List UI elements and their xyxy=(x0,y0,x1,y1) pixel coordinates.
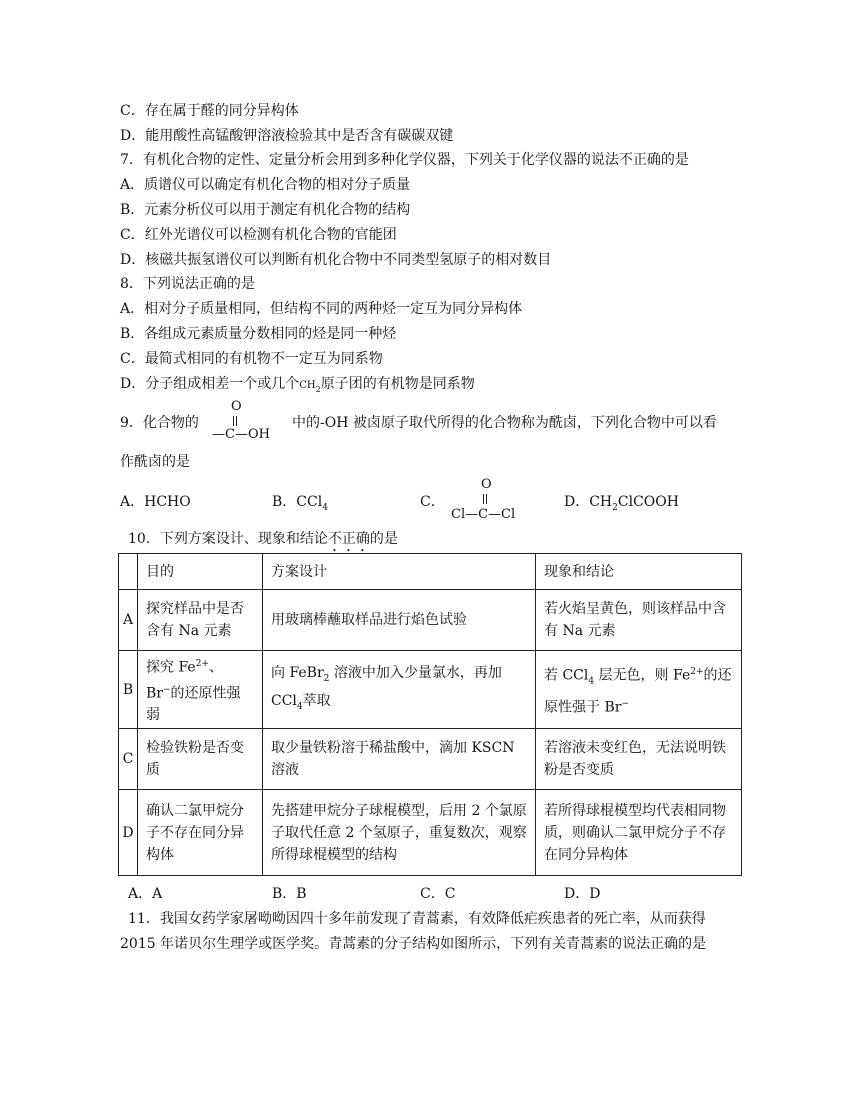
b-c2-c: 萃取 xyxy=(302,692,331,709)
q7-option-a: A．质谱仪可以确定有机化合物的相对分子质量 xyxy=(120,177,411,193)
table-row xyxy=(119,651,742,729)
b-c1-sup2: − xyxy=(162,684,171,695)
question-8: 8．下列说法正确的是 xyxy=(120,276,255,292)
q7-option-b: B．元素分析仪可以用于测定有机化合物的结构 xyxy=(120,202,411,218)
row-result: 若火焰呈黄色，则该样品中含有 Na 元素 xyxy=(536,590,742,651)
q8d-pre: D．分子组成相差一个或几个 xyxy=(120,376,300,392)
q10-emph: 不正确 xyxy=(327,531,370,547)
b-c2-b: 溶液中加入少量氯水，再加 CCl xyxy=(271,664,502,709)
row-design xyxy=(263,651,536,729)
phosgene-double-bond xyxy=(483,494,487,504)
b-c2-a: 向 FeBr xyxy=(271,664,324,681)
b-c3-b: 层无色，则 Fe xyxy=(594,667,691,684)
q7-option-c: C．红外光谱仪可以检测有机化合物的官能团 xyxy=(120,227,397,243)
row-key: C xyxy=(119,729,138,790)
row-design: 用玻璃棒蘸取样品进行焰色试验 xyxy=(263,590,536,651)
q9-line2: 作酰卤的是 xyxy=(120,454,190,470)
question-7: 7．有机化合物的定性、定量分析会用到多种化学仪器，下列关于化学仪器的说法不正确的是 xyxy=(120,152,689,168)
question-10 xyxy=(128,529,398,555)
q10-pre: 10．下列方案设计、现象和结论 xyxy=(128,531,328,547)
b-c2-sub: 2 xyxy=(323,673,330,684)
header-purpose: 目的 xyxy=(138,554,263,590)
q10-option-c: C．C xyxy=(420,886,456,902)
q8d-sub: 2 xyxy=(315,384,321,394)
q9-option-d xyxy=(564,492,679,518)
header-design: 方案设计 xyxy=(263,554,536,590)
q9b-sub: 4 xyxy=(322,502,328,513)
q9b-text: B．CCl xyxy=(272,494,323,510)
b-c1-a: 探究 Fe xyxy=(146,659,196,676)
struct-oxygen: O xyxy=(231,399,242,414)
phosgene-structure xyxy=(451,477,531,525)
header-key xyxy=(119,554,138,590)
q10-post: 的是 xyxy=(369,531,398,547)
b-c3-sub: 4 xyxy=(588,676,595,687)
row-result: 若溶液未变红色，无法说明铁粉是否变质 xyxy=(536,729,742,790)
q9d-pre: D．CH xyxy=(564,494,613,510)
q8-option-c: C．最简式相同的有机物不一定互为同系物 xyxy=(120,351,383,367)
struct-main: —C—OH xyxy=(212,427,270,442)
b-c1-c: 的还原性强弱 xyxy=(146,685,241,724)
q8d-post: 原子团的有机物是同系物 xyxy=(320,376,475,392)
carboxyl-structure xyxy=(212,399,287,447)
q8-option-d xyxy=(120,374,475,400)
q8-option-b: B．各组成元素质量分数相同的烃是同一种烃 xyxy=(120,326,397,342)
q9d-sub: 2 xyxy=(612,502,618,513)
b-c3-sup2: − xyxy=(621,698,629,709)
table-row xyxy=(119,790,742,876)
table-row xyxy=(119,729,742,790)
q9-option-b xyxy=(272,492,328,518)
q7-option-d: D．核磁共振氢谱仪可以判断有机化合物中不同类型氢原子的相对数目 xyxy=(120,252,552,268)
row-key: B xyxy=(119,651,138,729)
row-key: D xyxy=(119,790,138,876)
table-row xyxy=(119,590,742,651)
q9-option-c: C． xyxy=(420,494,445,510)
q8-option-a: A．相对分子质量相同，但结构不同的两种烃一定互为同分异构体 xyxy=(120,301,523,317)
row-result: 若所得球棍模型均代表相同物质，则确认二氯甲烷分子不存在同分异构体 xyxy=(536,790,742,876)
row-purpose xyxy=(138,651,263,729)
row-result xyxy=(536,651,742,729)
q9d-post: ClCOOH xyxy=(617,494,679,510)
row-design: 取少量铁粉溶于稀盐酸中，滴加 KSCN 溶液 xyxy=(263,729,536,790)
table-header xyxy=(119,554,742,590)
question-11-line2: 2015 年诺贝尔生理学或医学奖。青蒿素的分子结构如图所示，下列有关青蒿素的说法正确的是 xyxy=(120,936,707,952)
b-c3-sup: 2+ xyxy=(690,667,704,678)
struct-double-bond xyxy=(233,416,237,426)
q9-line1-post: 中的-OH 被卤原子取代所得的化合物称为酰卤，下列化合物中可以看 xyxy=(292,415,717,431)
phosgene-oxygen: O xyxy=(481,477,492,492)
b-c3-a: 若 CCl xyxy=(544,667,589,684)
b-c1-b: 、Br xyxy=(146,659,223,702)
row-purpose: 探究样品中是否含有 Na 元素 xyxy=(138,590,263,651)
header-result: 现象和结论 xyxy=(536,554,742,590)
q10-option-b: B．B xyxy=(272,886,307,902)
line-option-d: D．能用酸性高锰酸钾溶液检验其中是否含有碳碳双键 xyxy=(120,128,454,144)
line-option-c: C．存在属于醛的同分异构体 xyxy=(120,103,299,119)
phosgene-main: Cl—C—Cl xyxy=(451,507,516,522)
question-11-line1: 11．我国女药学家屠呦呦因四十多年前发现了青蒿素，有效降低疟疾患者的死亡率，从而获得 xyxy=(128,911,706,927)
q9-option-a: A．HCHO xyxy=(120,494,191,510)
row-key: A xyxy=(119,590,138,651)
q10-option-d: D．D xyxy=(564,886,601,902)
row-purpose: 检验铁粉是否变质 xyxy=(138,729,263,790)
q10-option-a: A．A xyxy=(128,886,163,902)
experiment-table xyxy=(118,553,742,876)
q8d-group: CH xyxy=(299,380,316,391)
row-design: 先搭建甲烷分子球棍模型，后用 2 个氯原子取代任意 2 个氢原子，重复数次，观察所得球棍模型的结构 xyxy=(263,790,536,876)
q9-line1-pre: 9．化合物的 xyxy=(120,415,199,431)
b-c1-sup1: 2+ xyxy=(195,659,209,669)
b-c3-c: 的还原性强于 Br xyxy=(544,667,732,716)
row-purpose: 确认二氯甲烷分子不存在同分异构体 xyxy=(138,790,263,876)
b-c2-sub2: 4 xyxy=(296,701,303,712)
